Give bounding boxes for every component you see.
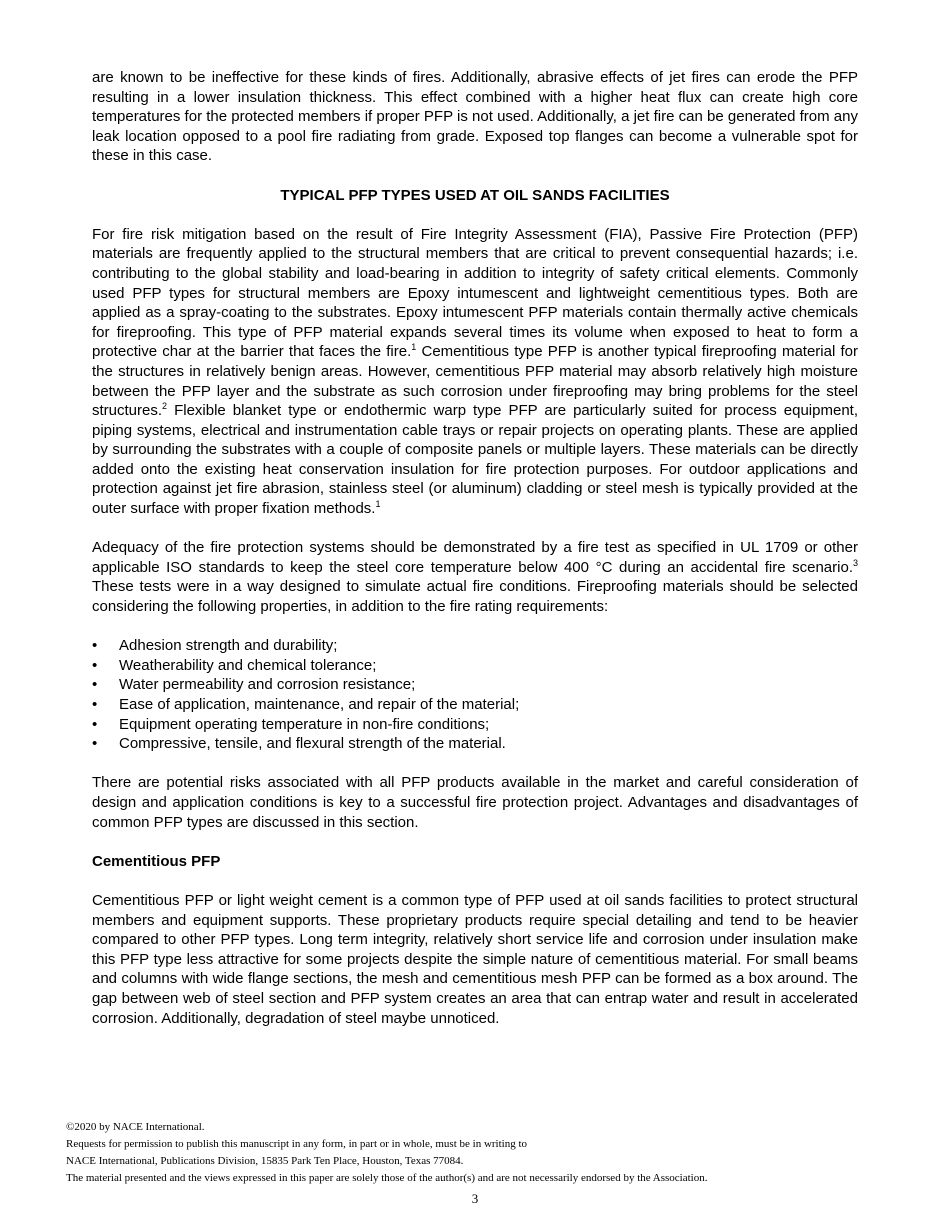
bullet-icon: • bbox=[92, 735, 98, 753]
pfp-types-text-1: For fire risk mitigation based on the result of Fire Integrity Assessment (FIA), Passive Fire Protection (PFP) materials are frequently applied to the structural members that are critical to prevent consequential hazards; i.e. contributing to the global stability and load-bearing in addition to integrity of safety critical elements. Commonly used PFP types for structural members are Epoxy intumescent and lightweight cementitious types. Both are applied as a spray-coating to the substrates. Epoxy intumescent PFP materials contain thermally active chemicals for fireproofing. This type of PFP material expands several times its volume when exposed to heat to form a protective char at the barrier that faces the fire. bbox=[92, 225, 858, 361]
copyright-notice: ©2020 by NACE International. bbox=[66, 1121, 205, 1133]
list-item bbox=[92, 734, 858, 754]
list-item bbox=[92, 656, 858, 676]
risks-paragraph: There are potential risks associated with all PFP products available in the market and careful consideration of design and application conditions is key to a successful fire protection project. Advantages and disadvantages of common PFP types are discussed in this section. bbox=[92, 774, 858, 831]
disclaimer-notice: The material presented and the views expressed in this paper are solely those of the author(s) and are not necessarily endorsed by the Association. bbox=[66, 1172, 708, 1184]
list-item-text: Water permeability and corrosion resistance; bbox=[119, 676, 416, 694]
adequacy-text-2: These tests were in a way designed to simulate actual fire conditions. Fireproofing materials should be selected considering the following properties, in addition to the fire rating requirements: bbox=[92, 578, 858, 616]
permission-notice-line-1: Requests for permission to publish this manuscript in any form, in part or in whole, must be in writing to bbox=[66, 1138, 528, 1150]
pfp-types-text-3: Flexible blanket type or endothermic warp type PFP are particularly suited for process equipment, piping systems, electrical and instrumentation cable trays or repair projects on operating plants. These are applied by surrounding the substrates with a couple of composite panels or multiple layers. These materials can be directly added onto the existing heat conservation insulation for fire protection purposes. For outdoor applications and protection against jet fire abrasion, stainless steel (or aluminum) cladding or steel mesh is typically provided at the outer surface with proper fixation methods. bbox=[92, 402, 858, 518]
adequacy-paragraph bbox=[92, 538, 858, 616]
list-item bbox=[92, 715, 858, 735]
bullet-icon: • bbox=[92, 637, 98, 655]
list-item bbox=[92, 695, 858, 715]
pfp-types-paragraph bbox=[92, 225, 858, 519]
document-body bbox=[92, 68, 858, 1028]
list-item bbox=[92, 636, 858, 656]
reference-superscript: 1 bbox=[375, 499, 381, 510]
reference-superscript: 1 bbox=[411, 342, 417, 353]
list-item-text: Compressive, tensile, and flexural strength of the material. bbox=[119, 735, 506, 753]
bullet-icon: • bbox=[92, 715, 98, 733]
list-item-text: Ease of application, maintenance, and repair of the material; bbox=[119, 696, 520, 713]
list-item-text: Equipment operating temperature in non-fire conditions; bbox=[119, 715, 490, 733]
cementitious-paragraph: Cementitious PFP or light weight cement is a common type of PFP used at oil sands facilities to protect structural members and equipment supports. These proprietary products require special detailing and tend to be heavier compared to other PFP types. Long term integrity, relatively short service life and corrosion under insulation make this PFP type less attractive for some projects despite the simple nature of cementitious material. For small beams and columns with wide flange sections, the mesh and cementitious mesh PFP can be formed as a box around. The gap between web of steel section and PFP system creates an area that can entrap water and result in accelerated corrosion. Additionally, degradation of steel maybe unnoticed. bbox=[92, 891, 858, 1027]
cementitious-subheading: Cementitious PFP bbox=[92, 852, 221, 870]
section-heading: TYPICAL PFP TYPES USED AT OIL SANDS FACILITIES bbox=[280, 186, 670, 204]
reference-superscript: 2 bbox=[162, 401, 168, 412]
bullet-icon: • bbox=[92, 676, 98, 694]
bullet-icon: • bbox=[92, 696, 98, 713]
page-number: 3 bbox=[471, 1191, 479, 1206]
list-item-text: Adhesion strength and durability; bbox=[119, 637, 338, 655]
reference-superscript: 3 bbox=[852, 557, 858, 568]
properties-list bbox=[92, 636, 858, 754]
adequacy-text-1: Adequacy of the fire protection systems should be demonstrated by a fire test as specified in UL 1709 or other applicable ISO standards to keep the steel core temperature below 400 °C during an accidental fire scenario. bbox=[92, 539, 858, 576]
page-footer bbox=[66, 1119, 886, 1187]
list-item bbox=[92, 675, 858, 695]
list-item-text: Weatherability and chemical tolerance; bbox=[119, 656, 377, 674]
pfp-types-text-2: Cementitious type PFP is another typical fireproofing material for the structures in relatively benign areas. However, cementitious PFP material may absorb relatively high moisture between the PFP layer and the substrate as such corrosion under fireproofing may bring problems for the steel structures. bbox=[92, 343, 859, 420]
permission-notice-line-2: NACE International, Publications Division, 15835 Park Ten Place, Houston, Texas 77084. bbox=[66, 1155, 464, 1167]
intro-paragraph: are known to be ineffective for these kinds of fires. Additionally, abrasive effects of jet fires can erode the PFP resulting in a lower insulation thickness. This effect combined with a higher heat flux can create high core temperatures for the protected members if proper PFP is not used. Additionally, a jet fire can be generated from any leak location opposed to a pool fire radiating from grade. Exposed top flanges can become a vulnerable spot for these in this case. bbox=[92, 69, 858, 165]
bullet-icon: • bbox=[92, 656, 98, 674]
